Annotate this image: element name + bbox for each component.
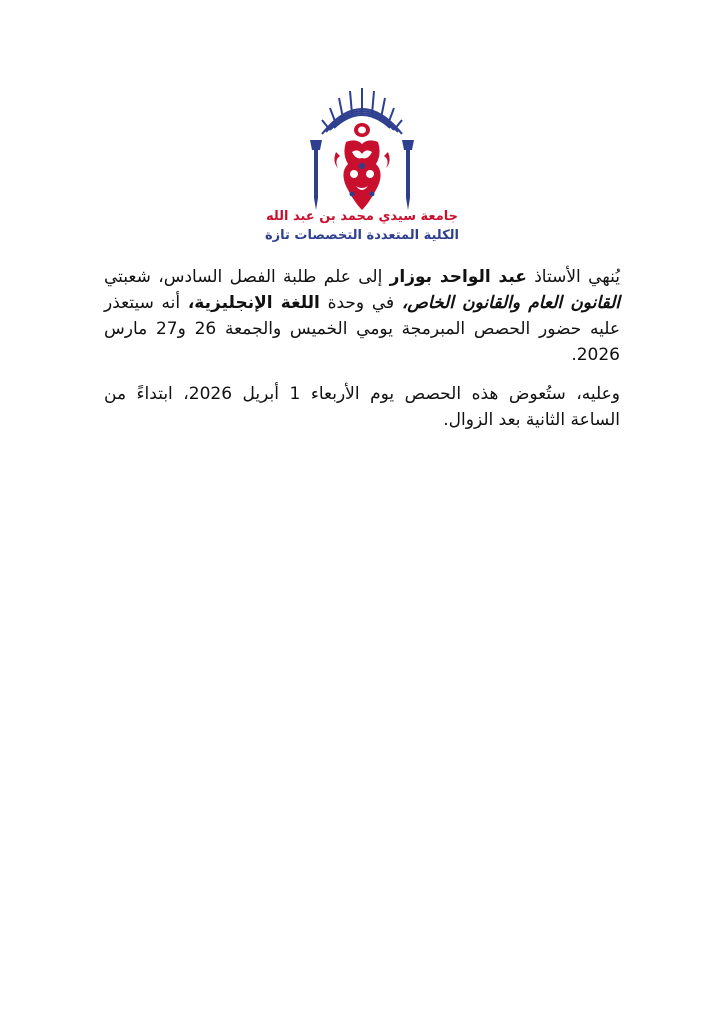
notice-text: أنه سيتعذر عليه حضور الحصص المبرمجة يومي الخميس والجمعة 26 و27 مارس 2026. xyxy=(104,293,620,365)
notice-text: إلى علم طلبة الفصل السادس، شعبتي xyxy=(104,267,390,287)
notice-body xyxy=(104,264,620,446)
notice-paragraph-1 xyxy=(104,264,620,368)
professor-name: عبد الواحد بوزار xyxy=(389,267,527,287)
notice-paragraph-2: وعليه، ستُعوض هذه الحصص يوم الأربعاء 1 أبريل 2026، ابتداءً من الساعة الثانية بعد الزوال. xyxy=(104,384,620,430)
notice-text: في وحدة xyxy=(319,293,402,313)
module-name: اللغة الإنجليزية، xyxy=(187,293,320,313)
university-logo xyxy=(262,82,462,252)
university-name: جامعة سيدي محمد بن عبد الله xyxy=(265,209,459,224)
faculty-name: الكلية المتعددة التخصصات تازة xyxy=(264,228,460,243)
branches-name: القانون العام والقانون الخاص، xyxy=(401,293,621,313)
notice-text: يُنهي الأستاذ xyxy=(526,267,620,287)
university-emblem-icon xyxy=(302,82,422,222)
